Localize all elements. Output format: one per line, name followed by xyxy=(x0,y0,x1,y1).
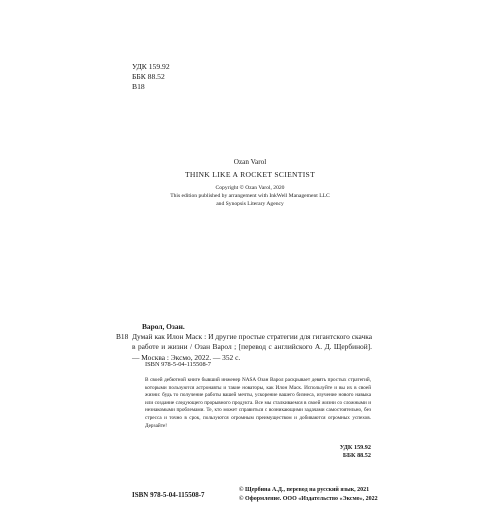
copyright-line: This edition published by arrangement with InkWell Management LLC xyxy=(170,193,330,200)
original-title: THINK LIKE A ROCKET SCIENTIST xyxy=(184,170,316,179)
entry-isbn: ISBN 978-5-04-115508-7 xyxy=(145,361,211,368)
entry-code: В18 xyxy=(116,332,129,342)
entry-description: Думай как Илон Маск : И другие простые стратегии для гигантского скачка в работе и жизни / Озан Варол ; [перевод с английского А. Д. Щербиной]. — Москва : Эксмо, 2022. — 352 с. xyxy=(132,332,372,362)
copyright-block xyxy=(0,184,500,209)
rights-line: © Щербина А.Д., перевод на русский язык, 2021 xyxy=(239,487,370,493)
entry-author-heading: Варол, Озан. xyxy=(142,322,185,331)
annotation-text: В своей дебютной книге бывший инженер NASA Озан Варол раскрывает девять простых стратегий, которыми пользуются астронавты и такие новаторы, как Илон Маск. Используйте и вы их в своей жизни: будь то получение работы вашей мечты, ускорение вашего бизнеса, изучение нового навыка или создание следующего прорывного продукта. Все мы сталкиваемся в своей жизни со сложными и незнакомыми проблемами. Те, кто может справиться с возникающими задачами самостоятельно, без стресса и точно в срок, пользуются огромным преимуществом и добиваются огромных успехов. Дерзайте! xyxy=(145,377,371,429)
bbk-code: ББК 88.52 xyxy=(132,72,165,81)
bottom-classification xyxy=(280,444,371,460)
author-code: В18 xyxy=(132,82,145,91)
entry-row xyxy=(116,332,372,363)
rights-block xyxy=(239,486,378,503)
copyright-line: and Synopsis Literary Agency xyxy=(216,201,284,208)
bottom-bbk: ББК 88.52 xyxy=(342,452,371,460)
copyright-line: Copyright © Ozan Varol, 2020 xyxy=(215,185,285,191)
classification-block xyxy=(132,62,170,92)
rights-line: © Оформление. ООО «Издательство «Эксмо», 2022 xyxy=(239,495,378,502)
isbn-main: ISBN 978-5-04-115508-7 xyxy=(132,491,205,499)
bibliographic-entry xyxy=(116,322,372,363)
udk-code: УДК 159.92 xyxy=(132,62,170,71)
original-author: Ozan Varol xyxy=(233,158,267,166)
bottom-udk: УДК 159.92 xyxy=(339,444,371,451)
